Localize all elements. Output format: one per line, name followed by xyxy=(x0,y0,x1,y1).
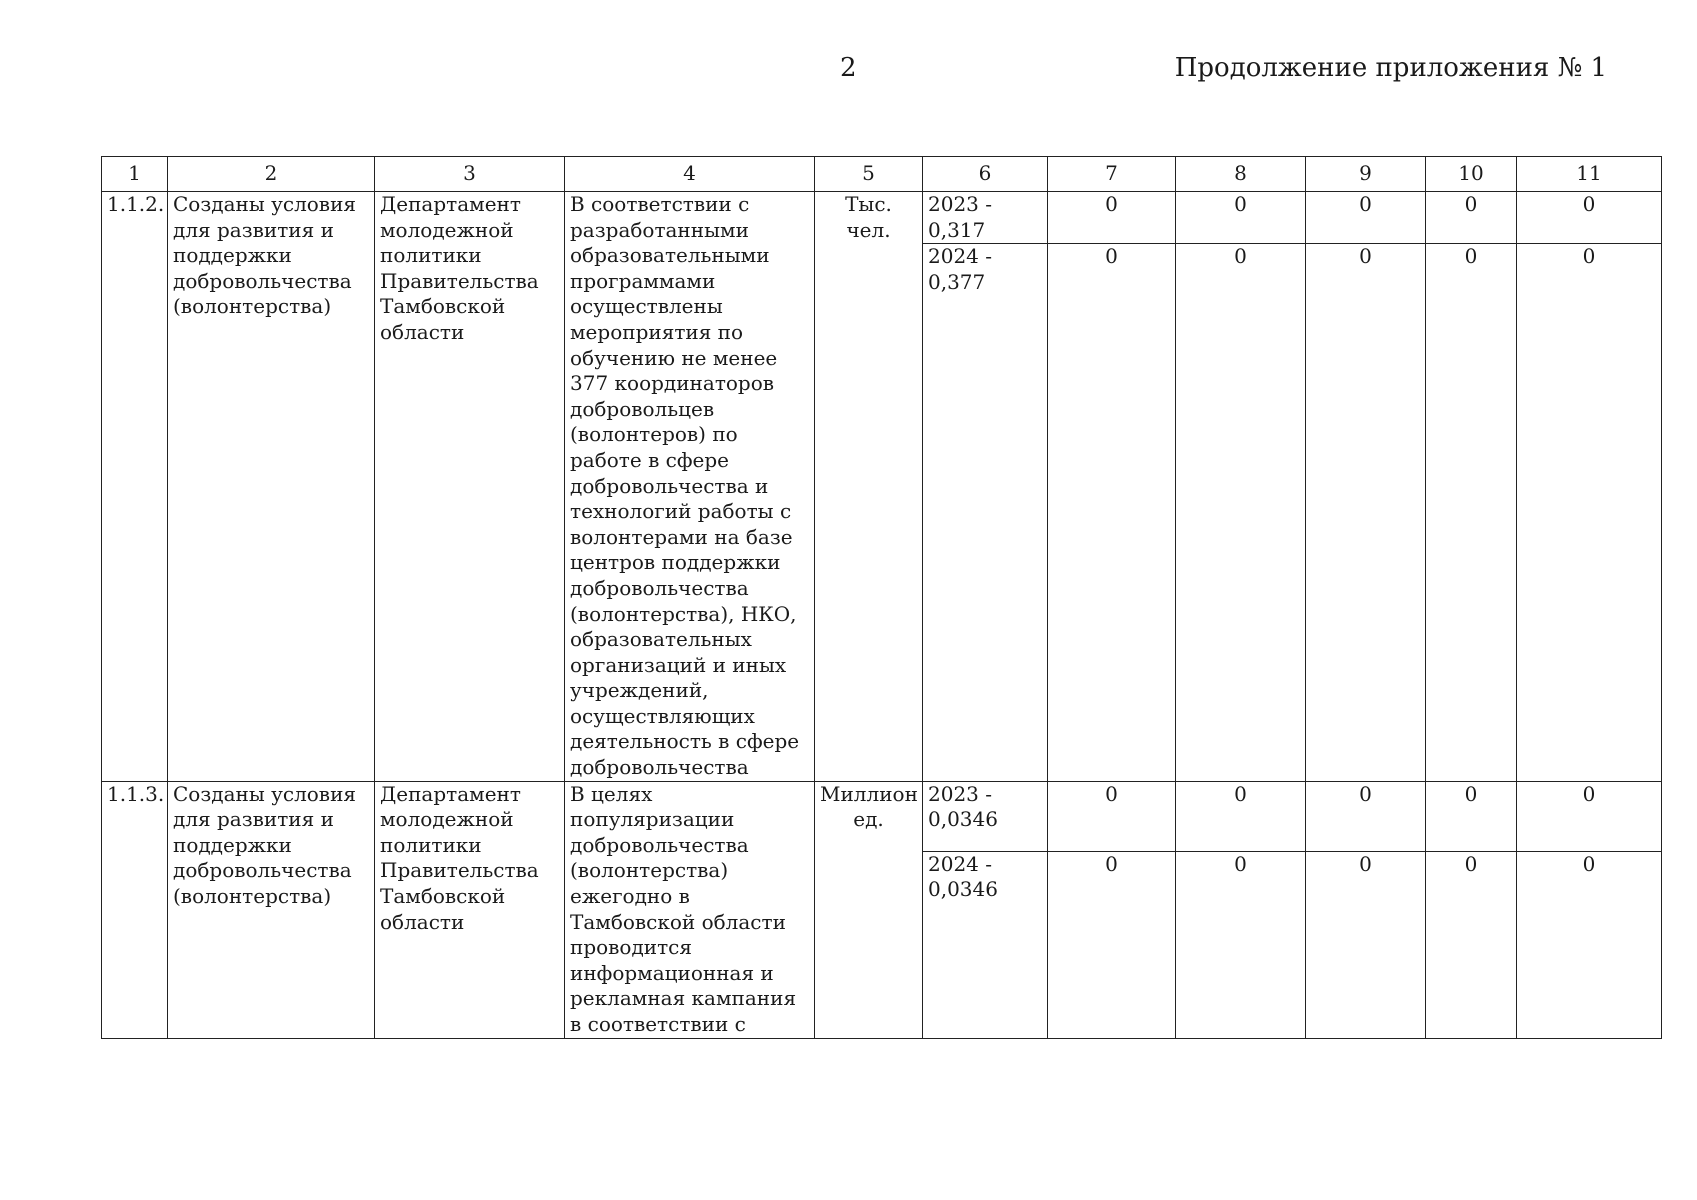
value-cell: 0 xyxy=(1426,781,1517,851)
column-header: 4 xyxy=(565,157,815,192)
unit-cell: Миллион ед. xyxy=(815,781,923,1038)
appendix-continuation-note: Продолжение приложения № 1 xyxy=(1174,53,1607,83)
column-header: 11 xyxy=(1517,157,1662,192)
description-cell: В соответствии с разработанными образовательными программами осуществлены мероприятия по обучению не менее 377 координаторов добровольцев (волонтеров) по работе в сфере добровольчества и технологий работы с волонтерами на базе центров поддержки добровольчества (волонтерства), НКО, образовательных организаций и иных учреждений, осуществляющих деятельность в сфере добровольчества xyxy=(565,192,815,782)
value-cell: 0 xyxy=(1426,244,1517,781)
year-value-cell: 2024 - 0,0346 xyxy=(923,851,1048,1038)
value-cell: 0 xyxy=(1517,851,1662,1038)
unit-cell: Тыс. чел. xyxy=(815,192,923,782)
value-cell: 0 xyxy=(1176,192,1306,244)
value-cell: 0 xyxy=(1176,851,1306,1038)
page-number: 2 xyxy=(840,53,857,83)
column-header: 3 xyxy=(375,157,565,192)
appendix-table xyxy=(101,156,1662,1039)
column-header: 8 xyxy=(1176,157,1306,192)
row-id: 1.1.3. xyxy=(102,781,168,1038)
result-cell: Созданы условия для развития и поддержки добровольчества (волонтерства) xyxy=(168,192,375,782)
value-cell: 0 xyxy=(1306,192,1426,244)
value-cell: 0 xyxy=(1048,781,1176,851)
value-cell: 0 xyxy=(1517,781,1662,851)
column-header: 2 xyxy=(168,157,375,192)
value-cell: 0 xyxy=(1048,192,1176,244)
result-cell: Созданы условия для развития и поддержки добровольчества (волонтерства) xyxy=(168,781,375,1038)
table-row xyxy=(102,192,1662,244)
value-cell: 0 xyxy=(1048,244,1176,781)
row-id: 1.1.2. xyxy=(102,192,168,782)
value-cell: 0 xyxy=(1306,244,1426,781)
value-cell: 0 xyxy=(1048,851,1176,1038)
column-number-row xyxy=(102,157,1662,192)
value-cell: 0 xyxy=(1426,192,1517,244)
value-cell: 0 xyxy=(1426,851,1517,1038)
column-header: 9 xyxy=(1306,157,1426,192)
year-value-cell: 2023 - 0,0346 xyxy=(923,781,1048,851)
table-row xyxy=(102,781,1662,851)
value-cell: 0 xyxy=(1306,781,1426,851)
value-cell: 0 xyxy=(1517,244,1662,781)
value-cell: 0 xyxy=(1176,244,1306,781)
value-cell: 0 xyxy=(1517,192,1662,244)
column-header: 7 xyxy=(1048,157,1176,192)
responsible-cell: Департамент молодежной политики Правительства Тамбовской области xyxy=(375,781,565,1038)
column-header: 10 xyxy=(1426,157,1517,192)
column-header: 1 xyxy=(102,157,168,192)
responsible-cell: Департамент молодежной политики Правительства Тамбовской области xyxy=(375,192,565,782)
year-value-cell: 2023 - 0,317 xyxy=(923,192,1048,244)
value-cell: 0 xyxy=(1176,781,1306,851)
column-header: 5 xyxy=(815,157,923,192)
description-cell: В целях популяризации добровольчества (волонтерства) ежегодно в Тамбовской области проводится информационная и рекламная кампания в соответствии с xyxy=(565,781,815,1038)
year-value-cell: 2024 - 0,377 xyxy=(923,244,1048,781)
value-cell: 0 xyxy=(1306,851,1426,1038)
column-header: 6 xyxy=(923,157,1048,192)
